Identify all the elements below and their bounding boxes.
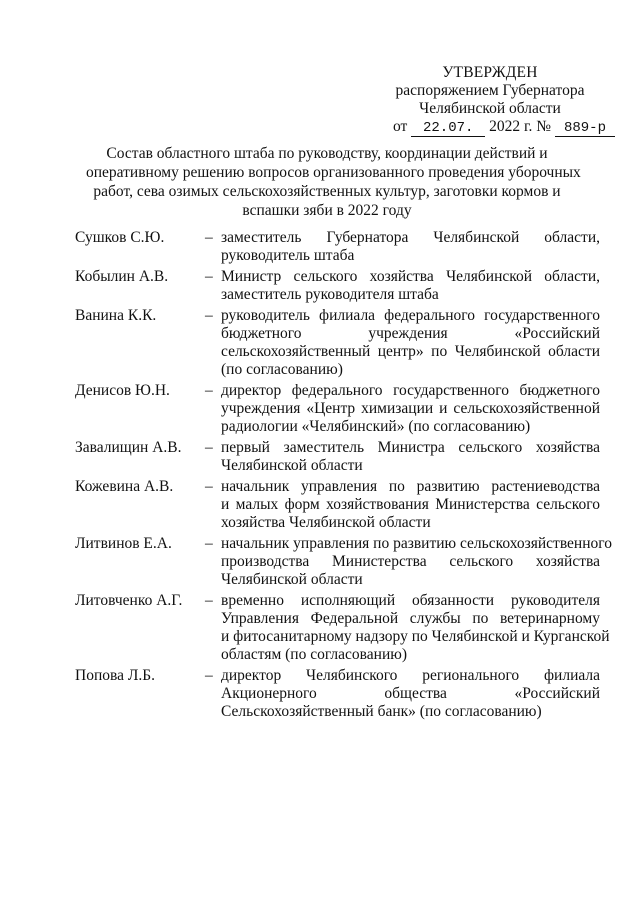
year-label: 2022 г. № xyxy=(489,118,552,135)
members-list xyxy=(75,229,612,721)
member-row xyxy=(75,229,600,265)
dash: – xyxy=(205,667,213,684)
approval-stamp xyxy=(390,64,606,136)
dash: – xyxy=(205,535,213,552)
member-row xyxy=(75,478,600,532)
member-row xyxy=(75,535,612,589)
dash: – xyxy=(205,268,213,285)
dash: – xyxy=(205,307,213,324)
member-position: Министр сельского хозяйства Челябинской области, заместитель руководителя штаба xyxy=(221,268,600,303)
member-position: начальник управления по развитию сельскохозяйственного производства Министерства сельского хозяйства Челябинской области xyxy=(221,535,612,588)
member-position: первый заместитель Министра сельского хозяйства Челябинской области xyxy=(221,439,600,474)
member-name: Завалищин А.В. xyxy=(75,439,182,456)
approval-heading: УТВЕРЖДЕН xyxy=(442,64,538,81)
approval-date: 22.07. xyxy=(411,121,485,137)
dash: – xyxy=(205,382,213,399)
approval-line-2: Челябинской области xyxy=(419,100,561,117)
from-label: от xyxy=(393,118,408,135)
member-position: начальник управления по развитию растениеводства и малых форм хозяйствования Министерства сельского хозяйства Челябинской области xyxy=(221,478,600,531)
title-line: Состав областного штаба по руководству, координации действий и xyxy=(106,145,548,162)
dash: – xyxy=(205,229,213,246)
member-name: Денисов Ю.Н. xyxy=(75,382,170,399)
member-name: Сушков С.Ю. xyxy=(75,229,165,246)
approval-line-1: распоряжением Губернатора xyxy=(395,82,585,99)
member-name: Кожевина А.В. xyxy=(75,478,174,495)
member-row xyxy=(75,667,600,721)
dash: – xyxy=(205,478,213,495)
member-name: Литовченко А.Г. xyxy=(75,592,183,609)
document-title xyxy=(86,145,581,221)
title-line: работ, сева озимых сельскохозяйственных культур, заготовки кормов и xyxy=(93,183,561,200)
title-line: вспашки зяби в 2022 году xyxy=(242,202,412,219)
member-position: временно исполняющий обязанности руководителя Управления Федеральной службы по ветеринарному и фитосанитарному надзору по Челябинской и Курганской областям (по согласованию) xyxy=(221,592,610,663)
member-position: руководитель филиала федерального государственного бюджетного учреждения «Российский сельскохозяйственный центр» по Челябинской области (по согласованию) xyxy=(221,307,600,378)
member-row xyxy=(75,382,600,436)
member-name: Кобылин А.В. xyxy=(75,268,169,285)
member-name: Ванина К.К. xyxy=(75,307,157,324)
member-row xyxy=(75,592,610,664)
approval-date-line xyxy=(390,118,606,136)
title-line: оперативному решению вопросов организованного проведения уборочных xyxy=(86,164,581,181)
member-position: заместитель Губернатора Челябинской области, руководитель штаба xyxy=(221,229,600,264)
member-position: директор Челябинского регионального филиала Акционерного общества «Российский Сельскохозяйственный банк» (по согласованию) xyxy=(221,667,600,720)
approval-number: 889-р xyxy=(555,121,615,137)
member-position: директор федерального государственного бюджетного учреждения «Центр химизации и сельскохозяйственной радиологии «Челябинский» (по согласованию) xyxy=(221,382,600,435)
member-row xyxy=(75,307,600,379)
dash: – xyxy=(205,439,213,456)
dash: – xyxy=(205,592,213,609)
member-name: Литвинов Е.А. xyxy=(75,535,172,552)
member-name: Попова Л.Б. xyxy=(75,667,156,684)
member-row xyxy=(75,268,600,304)
member-row xyxy=(75,439,600,475)
